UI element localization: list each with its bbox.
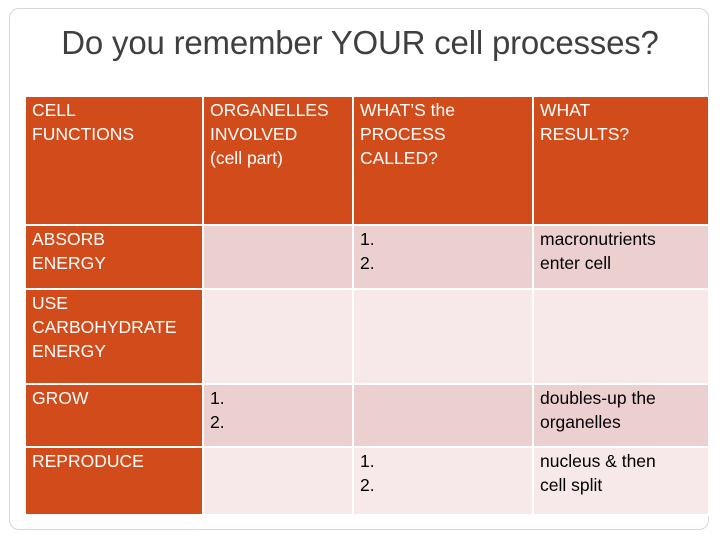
- slide-title: Do you remember YOUR cell processes?: [61, 24, 659, 61]
- table-row: [25, 447, 709, 515]
- table-row: [25, 384, 709, 447]
- table-cell: nucleus & then cell split: [533, 447, 709, 515]
- table-cell: 1. 2.: [203, 384, 353, 447]
- row-label-use-carbohydrate-energy: USE CARBOHYDRATE ENERGY: [25, 289, 203, 384]
- row-label-grow: GROW: [25, 384, 203, 447]
- table-cell: [533, 289, 709, 384]
- cell-processes-table: [24, 95, 710, 516]
- table-header-row: [25, 96, 709, 225]
- table-cell: [203, 447, 353, 515]
- header-process-called: WHAT’S the PROCESS CALLED?: [353, 96, 533, 225]
- table-cell: [353, 289, 533, 384]
- table-cell: doubles-up the organelles: [533, 384, 709, 447]
- header-what-results: WHAT RESULTS?: [533, 96, 709, 225]
- table-cell: 1. 2.: [353, 225, 533, 289]
- table-cell: macronutrients enter cell: [533, 225, 709, 289]
- table-cell: [203, 289, 353, 384]
- header-organelles-involved: ORGANELLES INVOLVED (cell part): [203, 96, 353, 225]
- table-cell: [203, 225, 353, 289]
- row-label-reproduce: REPRODUCE: [25, 447, 203, 515]
- table-row: [25, 225, 709, 289]
- header-cell-functions: CELL FUNCTIONS: [25, 96, 203, 225]
- table-row: [25, 289, 709, 384]
- row-label-absorb-energy: ABSORB ENERGY: [25, 225, 203, 289]
- table-cell: [353, 384, 533, 447]
- table-cell: 1. 2.: [353, 447, 533, 515]
